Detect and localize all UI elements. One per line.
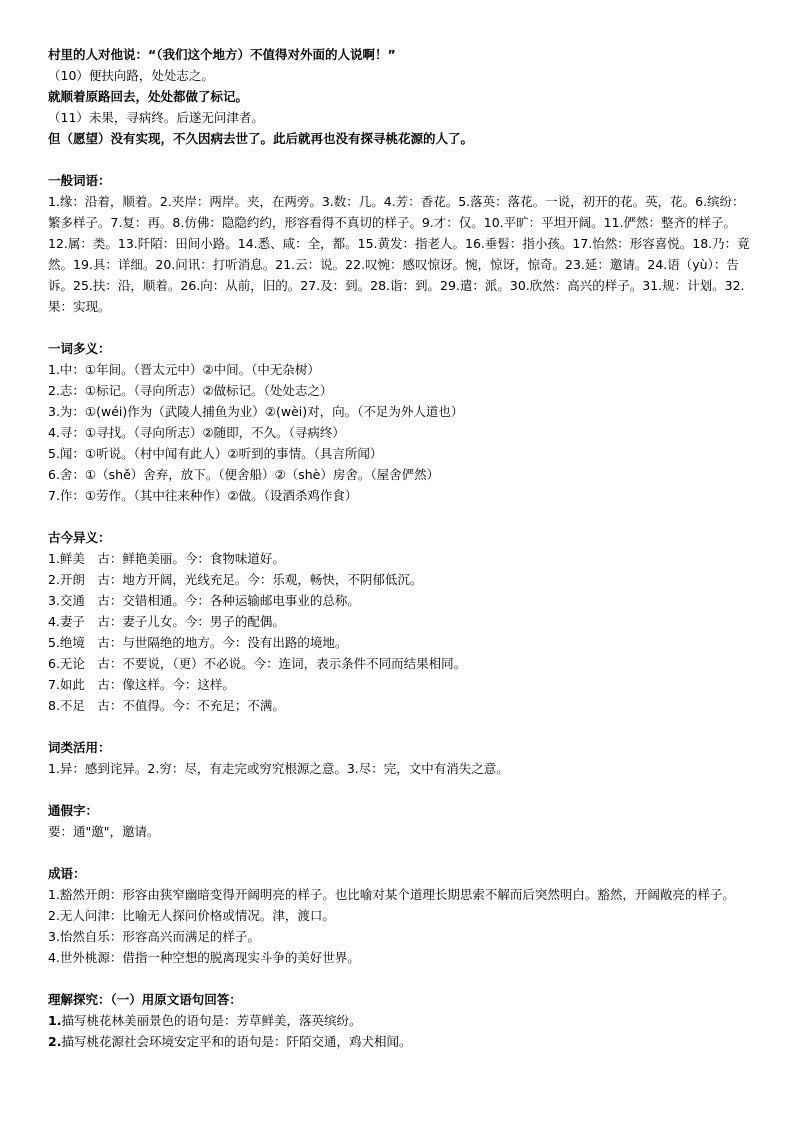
intro-line: 村里的人对他说：“（我们这个地方）不值得对外面的人说啊！” (48, 47, 396, 62)
word-class-text: 1.异：感到诧异。2.穷：尽，有走完或穷究根源之意。3.尽：完，文中有消失之意。 (48, 761, 509, 776)
ancient-modern-item: 2.开朗 古：地方开阔，光线充足。今：乐观，畅快，不阴郁低沉。 (48, 572, 423, 587)
ancient-modern-item: 5.绝境 古：与世隔绝的地方。今：没有出路的境地。 (48, 635, 348, 650)
polysemy-item: 1.中：①年间。（晋太元中）②中间。（中无杂树） (48, 362, 320, 377)
tongjia-section (48, 800, 753, 842)
idiom-item: 1.豁然开朗：形容由狭窄幽暗变得开阔明亮的样子。也比喻对某个道理长期思索不解而后突然明白。豁然，开阔敞亮的样子。 (48, 887, 735, 902)
intro-line: 就顺着原路回去，处处都做了标记。 (48, 89, 249, 104)
word-class-section (48, 737, 753, 779)
section-title: 成语： (48, 866, 86, 881)
polysemy-item: 4.寻：①寻找。（寻向所志）②随即，不久。（寻病终） (48, 425, 345, 440)
polysemy-item: 5.闻：①听说。（村中闻有此人）②听到的事情。（具言所闻） (48, 446, 383, 461)
ancient-modern-item: 1.鲜美 古：鲜艳美丽。今：食物味道好。 (48, 551, 285, 566)
comprehension-section (48, 989, 753, 1052)
ancient-modern-item: 8.不足 古：不值得。今：不充足；不满。 (48, 698, 285, 713)
idiom-item: 3.怡然自乐：形容高兴而满足的样子。 (48, 929, 260, 944)
comprehension-item (48, 1010, 753, 1031)
ancient-modern-item: 4.妻子 古：妻子儿女。今：男子的配偶。 (48, 614, 285, 629)
polysemy-item: 3.为：①(wéi)作为（武陵人捕鱼为业）②(wèi)对，向。（不足为外人道也） (48, 404, 464, 419)
item-text: 描写桃花林美丽景色的语句是：芳草鲜美，落英缤纷。 (61, 1013, 362, 1028)
section-title: 理解探究：（一）用原文语句回答： (48, 992, 242, 1007)
item-text: 描写桃花源社会环境安定平和的语句是：阡陌交通，鸡犬相闻。 (61, 1034, 412, 1049)
ancient-modern-section (48, 527, 753, 716)
general-words-text: 1.缘：沿着，顺着。2.夹岸：两岸。夹，在两旁。3.数：几。4.芳：香花。5.落英：落花。一说，初开的花。英，花。6.缤纷：繁多样子。7.复：再。8.仿佛：隐隐约约，形容看得不真切的样子。9.才：仅。10.平旷：平坦开阔。11.俨然：整齐的样子。12.属：类。13.阡陌：田间小路。14.悉、咸：全，都。15.黄发：指老人。16.垂髫：指小孩。17.怡然：形容喜悦。18.乃：竟然。19.具：详细。20.问讯：打听消息。21.云：说。22.叹惋：感叹惊讶。惋，惊讶，惊奇。23.延：邀请。24.语（yù）：告诉。25.扶：沿，顺着。26.向：从前，旧的。27.及：到。28.诣：到。29.遣：派。30.欣然：高兴的样子。31.规：计划。32.果：实现。 (48, 194, 750, 314)
item-number: 2. (48, 1034, 62, 1049)
idiom-item: 4.世外桃源：借指一种空想的脱离现实斗争的美好世界。 (48, 950, 360, 965)
comprehension-item (48, 1031, 753, 1052)
polysemy-item: 2.志：①标记。（寻向所志）②做标记。（处处志之） (48, 383, 333, 398)
document-page (48, 44, 753, 1052)
general-words-section (48, 170, 753, 317)
tongjia-text: 要：通"邀"，邀请。 (48, 824, 160, 839)
ancient-modern-item: 3.交通 古：交错相通。今：各种运输邮电事业的总称。 (48, 593, 360, 608)
intro-line: （11）未果，寻病终。后遂无问津者。 (48, 110, 264, 125)
idioms-section (48, 863, 753, 968)
item-number: 1. (48, 1013, 62, 1028)
section-title: 古今异义： (48, 530, 111, 545)
polysemy-item: 7.作：①劳作。（其中往来种作）②做。（设酒杀鸡作食） (48, 488, 358, 503)
idiom-item: 2.无人问津：比喻无人探问价格或情况。津，渡口。 (48, 908, 335, 923)
section-title: 一词多义： (48, 341, 111, 356)
polysemy-item: 6.舍：①（shě）舍弃，放下。（便舍船）②（shè）房舍。（屋舍俨然） (48, 467, 440, 482)
section-title: 词类活用： (48, 740, 111, 755)
intro-block (48, 44, 753, 149)
ancient-modern-item: 7.如此 古：像这样。今：这样。 (48, 677, 235, 692)
intro-line: 但（愿望）没有实现，不久因病去世了。此后就再也没有探寻桃花源的人了。 (48, 131, 474, 146)
intro-line: （10）便扶向路，处处志之。 (48, 68, 214, 83)
polysemy-section (48, 338, 753, 506)
section-title: 一般词语： (48, 173, 111, 188)
section-title: 通假字： (48, 803, 99, 818)
ancient-modern-item: 6.无论 古：不要说，（更）不必说。今：连词，表示条件不同而结果相同。 (48, 656, 467, 671)
